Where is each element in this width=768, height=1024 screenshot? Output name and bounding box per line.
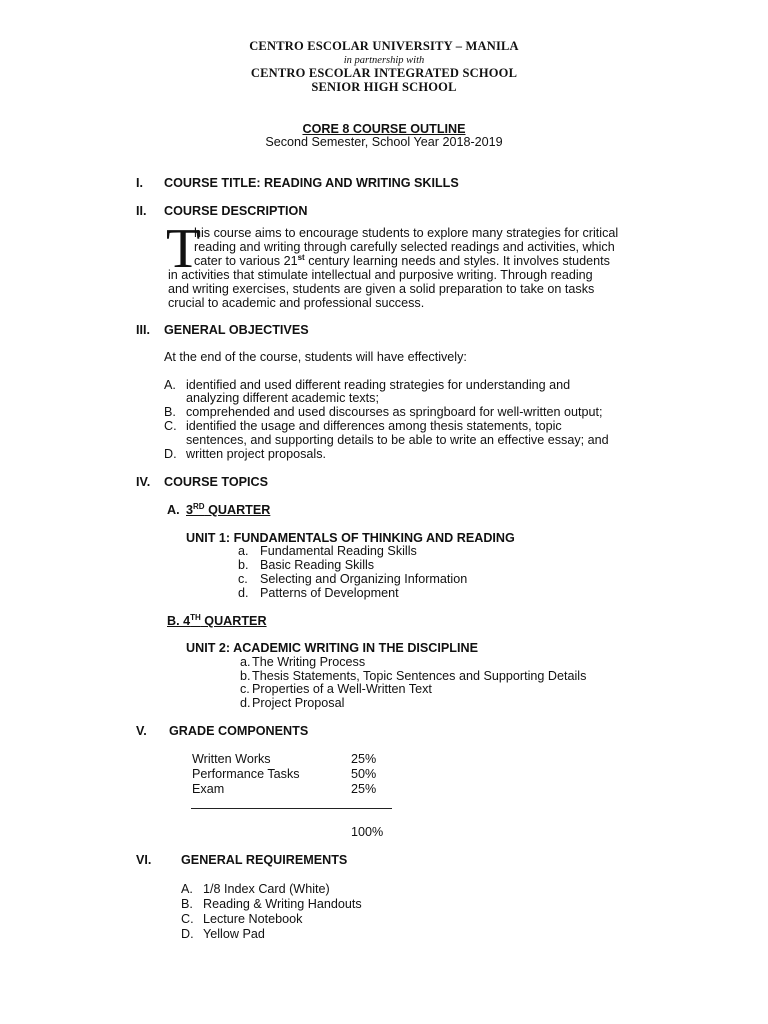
grade-value: 50% <box>351 767 377 781</box>
topic-letter: d. <box>240 696 251 710</box>
course-title: COURSE TITLE: READING AND WRITING SKILLS <box>164 176 459 190</box>
section-title-objectives: GENERAL OBJECTIVES <box>164 323 309 337</box>
unit-2-title: UNIT 2: ACADEMIC WRITING IN THE DISCIPLINE <box>186 641 478 655</box>
requirement-item: Lecture Notebook <box>203 912 303 926</box>
total-divider <box>191 808 392 809</box>
objective-text: sentences, and supporting details to be able to write an effective essay; and <box>186 433 609 447</box>
topic-item: The Writing Process <box>252 655 366 669</box>
objective-letter: A. <box>164 378 176 392</box>
grade-value: 25% <box>351 752 377 766</box>
requirement-letter: B. <box>181 897 193 911</box>
requirement-letter: A. <box>181 882 193 896</box>
quarter-letter: A. <box>167 503 180 517</box>
grade-value: 25% <box>351 782 377 796</box>
requirement-item: Reading & Writing Handouts <box>203 897 362 911</box>
objective-letter: B. <box>164 405 176 419</box>
requirement-item: 1/8 Index Card (White) <box>203 882 330 896</box>
objective-text: comprehended and used discourses as springboard for well-written output; <box>186 405 603 419</box>
grade-label: Exam <box>192 782 225 796</box>
objective-letter: D. <box>164 447 177 461</box>
unit-1-title: UNIT 1: FUNDAMENTALS OF THINKING AND READING <box>186 531 515 545</box>
topic-letter: a. <box>240 655 251 669</box>
description-line: cater to various 21st century learning needs and styles. It involves students <box>194 253 610 268</box>
drop-cap: T <box>166 218 201 280</box>
objective-text: written project proposals. <box>186 447 326 461</box>
description-line: in activities that stimulate intellectual and purposive writing. Through reading <box>168 268 593 282</box>
partnership-text: in partnership with <box>343 55 425 66</box>
grade-label: Performance Tasks <box>192 767 300 781</box>
school-level: SENIOR HIGH SCHOOL <box>311 80 457 94</box>
section-number: IV. <box>136 475 151 489</box>
section-number: II. <box>136 204 147 218</box>
section-title-grades: GRADE COMPONENTS <box>169 724 309 738</box>
grade-total: 100% <box>351 825 384 839</box>
requirement-item: Yellow Pad <box>203 927 265 941</box>
topic-letter: b. <box>238 558 249 572</box>
section-number: V. <box>136 724 147 738</box>
quarter-heading-3rd: 3RD QUARTER <box>186 502 271 517</box>
topic-letter: b. <box>240 669 251 683</box>
section-number: I. <box>136 176 143 190</box>
objective-letter: C. <box>164 419 177 433</box>
topic-item: Project Proposal <box>252 696 345 710</box>
topic-letter: a. <box>238 544 249 558</box>
topic-item: Selecting and Organizing Information <box>260 572 468 586</box>
semester-text: Second Semester, School Year 2018-2019 <box>265 135 503 149</box>
section-title-topics: COURSE TOPICS <box>164 475 269 489</box>
section-number: VI. <box>136 853 152 867</box>
objective-text: identified and used different reading strategies for understanding and <box>186 378 571 392</box>
objectives-intro: At the end of the course, students will have effectively: <box>164 350 467 364</box>
outline-title: CORE 8 COURSE OUTLINE <box>302 122 466 136</box>
description-line: crucial to academic and professional success. <box>168 296 425 310</box>
quarter-heading-4th: B. 4TH QUARTER <box>167 613 267 628</box>
description-line: and writing exercises, students are given a solid preparation to take on tasks <box>168 282 595 296</box>
topic-item: Properties of a Well-Written Text <box>252 682 432 696</box>
requirement-letter: C. <box>181 912 194 926</box>
section-number: III. <box>136 323 150 337</box>
grade-label: Written Works <box>192 752 271 766</box>
topic-item: Basic Reading Skills <box>260 558 375 572</box>
school-name: CENTRO ESCOLAR INTEGRATED SCHOOL <box>250 66 518 80</box>
section-title-description: COURSE DESCRIPTION <box>164 204 308 218</box>
objective-text: identified the usage and differences among thesis statements, topic <box>186 419 562 433</box>
description-line: reading and writing through carefully selected readings and activities, which <box>194 240 615 254</box>
topic-letter: c. <box>240 682 250 696</box>
university-name: CENTRO ESCOLAR UNIVERSITY – MANILA <box>249 39 519 53</box>
topic-letter: d. <box>238 586 249 600</box>
topic-item: Thesis Statements, Topic Sentences and Supporting Details <box>252 669 587 683</box>
topic-letter: c. <box>238 572 248 586</box>
section-title-requirements: GENERAL REQUIREMENTS <box>181 853 348 867</box>
requirement-letter: D. <box>181 927 194 941</box>
description-line: his course aims to encourage students to explore many strategies for critical <box>194 226 619 240</box>
objective-text: analyzing different academic texts; <box>186 391 379 405</box>
topic-item: Fundamental Reading Skills <box>260 544 417 558</box>
topic-item: Patterns of Development <box>260 586 399 600</box>
